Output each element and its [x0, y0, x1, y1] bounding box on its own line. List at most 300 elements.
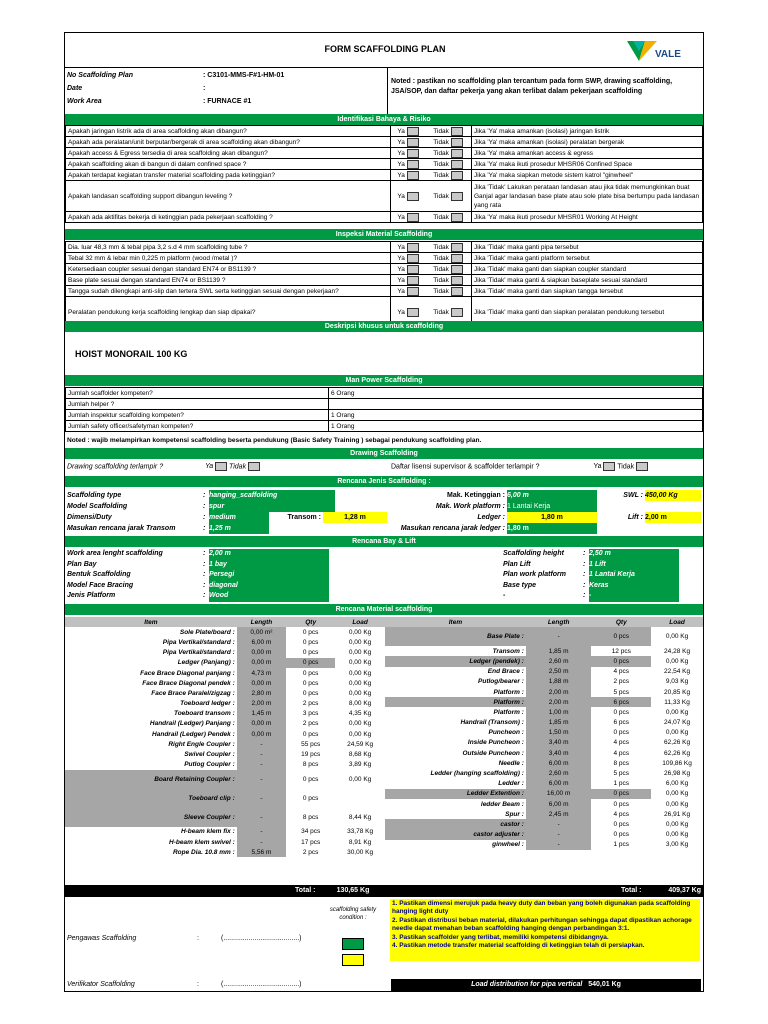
material-length: -	[526, 627, 592, 646]
material-item: Toeboard transom :	[173, 710, 235, 718]
material-load: 0,00 Kg	[665, 657, 689, 665]
ya-checkbox[interactable]	[407, 308, 419, 317]
bay-value[interactable]: Persegi	[209, 570, 329, 581]
bay-value[interactable]: Wood	[209, 591, 329, 602]
material-item: Transom :	[492, 647, 524, 655]
transom-label: Transom :	[287, 514, 321, 521]
manpower-row	[66, 388, 703, 399]
vale-logo-text: VALE	[655, 49, 681, 60]
ya-checkbox[interactable]	[407, 192, 419, 201]
manpower-value[interactable]	[329, 399, 703, 410]
check-row	[66, 126, 703, 137]
bay-value[interactable]: 1 Lantai Kerja	[589, 570, 679, 581]
ya-label: Ya	[397, 160, 405, 168]
material-item: H-beam klem swivel :	[169, 838, 235, 846]
check-action: Jika 'Tidak' maka ganti dan siapkan tangga tersebut	[472, 286, 703, 297]
material-qty: 4 pcs	[613, 810, 630, 818]
bay-label: Bentuk Scaffolding	[67, 571, 131, 578]
verifikator-label: Verifikator Scaffolding	[67, 981, 135, 988]
material-load: 0,00 Kg	[665, 790, 689, 798]
material-load: 0,00 Kg	[665, 831, 689, 839]
material-load: 109,86 Kg	[662, 759, 692, 767]
material-item: Toeboard ledger :	[180, 700, 235, 708]
material-qty: 4 pcs	[613, 668, 630, 676]
check-action: Jika 'Ya' maka ikuti prosedur MHSR06 Confined Space	[472, 159, 703, 170]
check-action: Jika 'Tidak' maka ganti pipa tersebut	[472, 242, 703, 253]
material-qty: 0 pcs	[591, 789, 651, 799]
material-load: 8,68 Kg	[348, 751, 372, 759]
material-load: 22,54 Kg	[664, 668, 691, 676]
material-load: 8,44 Kg	[348, 813, 372, 821]
check-row	[66, 170, 703, 181]
material-load: 4,35 Kg	[348, 710, 372, 718]
tidak-checkbox[interactable]	[451, 127, 463, 136]
material-qty: 0 pcs	[302, 679, 319, 687]
tidak-label: Tidak	[433, 160, 449, 168]
bay-row: - : -	[503, 591, 699, 602]
material-length: 0,00 m	[237, 678, 286, 688]
material-item: Platform :	[493, 688, 524, 696]
dimensi-label: Dimensi/Duty	[67, 514, 112, 521]
material-load: 0,00 Kg	[665, 633, 689, 641]
verifikator-colon: :	[197, 981, 199, 988]
check-question: Tebal 32 mm & lebar min 0,225 m platform (wood /metal )?	[66, 253, 391, 264]
material-length: 1,85 m	[526, 646, 592, 656]
swl-label: SWL :	[623, 492, 643, 499]
material-row	[385, 768, 703, 778]
material-row	[385, 707, 703, 717]
material-row	[65, 678, 385, 688]
verifikator-sign[interactable]: (.......................................)	[221, 981, 302, 988]
material-row	[65, 739, 385, 749]
check-row	[66, 212, 703, 223]
material-qty: 4 pcs	[613, 739, 630, 747]
bay-value[interactable]: Keras	[589, 581, 679, 592]
license-ya-checkbox[interactable]	[603, 462, 615, 471]
material-row	[65, 668, 385, 678]
bay-label: Scaffolding height	[503, 550, 564, 557]
manpower-label: Jumlah safety officer/safetyman kompeten?	[66, 421, 329, 432]
bay-value[interactable]: 2,50 m	[589, 549, 679, 560]
material-load: 9,03 Kg	[665, 678, 689, 686]
bay-label: Plan Bay	[67, 560, 97, 568]
bay-value[interactable]: 1 Lift	[589, 560, 679, 571]
material-row	[385, 789, 703, 799]
scaffolding-type-value[interactable]: hanging_scaffolding	[209, 490, 335, 501]
lift-label: Lift :	[627, 514, 643, 521]
ya-label: Ya	[397, 276, 405, 284]
material-load: 0,00 Kg	[348, 638, 372, 646]
material-row	[385, 656, 703, 666]
material-row	[65, 637, 385, 647]
material-item: Pipa Vertikal/standard :	[162, 649, 235, 657]
tidak-checkbox[interactable]	[451, 192, 463, 201]
ya-checkbox[interactable]	[407, 149, 419, 158]
material-item: Sole Plate/board :	[179, 628, 235, 636]
tidak-checkbox[interactable]	[451, 138, 463, 147]
material-qty: 0 pcs	[286, 658, 335, 668]
check-row	[66, 159, 703, 170]
material-header: Load	[335, 617, 385, 627]
jarak-ledger-value[interactable]: 1,80 m	[507, 523, 597, 534]
bay-label: -	[503, 592, 506, 599]
bay-row: Plan work platform : 1 Lantai Kerja	[503, 570, 699, 581]
material-load: 0,00 Kg	[665, 708, 689, 716]
material-load: 0,00 Kg	[348, 628, 372, 636]
manpower-row	[66, 399, 703, 410]
manpower-title: Man Power Scaffolding	[65, 375, 703, 386]
material-load: 8,00 Kg	[348, 700, 372, 708]
material-row	[385, 627, 703, 646]
ya-checkbox[interactable]	[407, 160, 419, 169]
tidak-checkbox[interactable]	[451, 171, 463, 180]
model-label: Model Scaffolding	[67, 503, 128, 510]
material-length: -	[237, 808, 286, 827]
material-length: 2,45 m	[526, 809, 592, 819]
license-tidak-label: Tidak	[617, 463, 635, 471]
work-platform-value[interactable]: 1 Lantai Kerja	[507, 501, 597, 512]
material-item: Ledger (Panjang) :	[177, 659, 235, 667]
hazard-title: Identifikasi Bahaya & Risiko	[65, 114, 703, 125]
material-load: 30,00 Kg	[347, 848, 374, 856]
material-qty: 1 pcs	[613, 780, 630, 788]
material-qty: 55 pcs	[301, 740, 321, 748]
material-row	[385, 840, 703, 850]
bay-row: Plan Bay : 1 bay	[67, 560, 367, 571]
header-note: Noted : pastikan no scaffolding plan tercantum pada form SWP, drawing scaffolding, JSA/SOP, dan daftar pekerja yang akan terlibat dalam pekerjaan scaffolding	[391, 78, 673, 95]
bay-row: Jenis Platform : Wood	[67, 591, 367, 602]
bay-title: Rencana Bay & Lift	[65, 536, 703, 547]
ya-checkbox[interactable]	[407, 138, 419, 147]
check-action: Jika 'Ya' maka ikuti prosedur MHSR01 Working At Height	[472, 212, 703, 223]
tidak-checkbox[interactable]	[451, 276, 463, 285]
jenis-title: Rencana Jenis Scaffolding :	[65, 476, 703, 487]
bay-row: Work area lenght scaffolding : 2,00 m	[67, 549, 367, 560]
check-action: Jika 'Tidak' maka ganti platform tersebut	[472, 253, 703, 264]
material-header: Qty	[286, 617, 335, 627]
material-load: 0,00 Kg	[665, 820, 689, 828]
material-length: -	[237, 749, 286, 759]
check-question: Apakah terdapat kegiatan transfer material scaffolding pada ketinggian?	[66, 170, 391, 181]
material-item: ledder Beam :	[480, 800, 524, 808]
check-row	[66, 264, 703, 275]
bay-value[interactable]: -	[589, 591, 679, 602]
material-item: Face Brace Paralel/zigzag :	[151, 689, 235, 697]
material-row	[65, 719, 385, 729]
tidak-checkbox[interactable]	[451, 287, 463, 296]
material-length: 1,00 m	[526, 707, 592, 717]
bay-left	[67, 549, 367, 602]
bay-label: Base type	[503, 581, 537, 589]
check-question: Base plate sesuai dengan standard EN74 or BS1139 ?	[66, 275, 391, 286]
material-qty: 0 pcs	[613, 820, 630, 828]
check-row	[66, 275, 703, 286]
material-qty: 2 pcs	[302, 720, 319, 728]
check-question: Dia. luar 48,3 mm & tebal pipa 3,2 s.d 4 mm scaffolding tube ?	[66, 242, 391, 253]
material-item: Handrail (Transom) :	[460, 719, 524, 727]
material-length: 5,56 m	[237, 847, 286, 857]
material-load: 33,78 Kg	[347, 828, 374, 836]
footer-note: 4. Pastikan metode transfer material scaffolding di ketinggian telah di persiapkan.	[392, 942, 645, 950]
material-row	[385, 667, 703, 677]
ketinggian-value[interactable]: 6,00 m	[507, 490, 597, 501]
material-length: -	[526, 819, 592, 829]
material-qty: 0 pcs	[302, 730, 319, 738]
condition-yellow-swatch[interactable]	[342, 954, 364, 966]
material-item: Face Brace Diagonal pendek :	[142, 679, 235, 687]
material-length: -	[237, 837, 286, 847]
material-length: 1,50 m	[526, 728, 592, 738]
check-question: Apakah ada peralatan/unit berputar/bergerak di area scaffolding akan dibangun?	[66, 137, 391, 148]
material-row	[385, 646, 703, 656]
material-qty: 0 pcs	[613, 729, 630, 737]
material-item: Putlog Coupler :	[184, 761, 235, 769]
tidak-checkbox[interactable]	[451, 243, 463, 252]
material-row	[385, 819, 703, 829]
material-item: Toeboard clip :	[65, 789, 237, 808]
work-platform-label: Mak. Work platform :	[435, 503, 505, 510]
bay-label: Work area lenght scaffolding	[67, 550, 163, 557]
material-row	[65, 648, 385, 658]
material-length: 0,00 m	[237, 729, 286, 739]
ya-checkbox[interactable]	[407, 254, 419, 263]
material-length: 1,85 m	[526, 718, 592, 728]
material-row	[385, 758, 703, 768]
material-qty: 0 pcs	[302, 689, 319, 697]
load-label: Load distribution for pipa vertical	[471, 981, 583, 988]
total-right-label: Total :	[621, 887, 642, 894]
material-qty: 2 pcs	[302, 848, 319, 856]
ya-label: Ya	[397, 243, 405, 251]
tidak-label: Tidak	[433, 308, 449, 316]
material-row	[65, 688, 385, 698]
condition-label: scaffolding safety condition :	[329, 907, 377, 921]
material-header: Qty	[591, 617, 651, 627]
tidak-checkbox[interactable]	[451, 213, 463, 222]
check-question: Peralatan pendukung kerja scaffolding lengkap dan siap dipakai?	[66, 297, 391, 328]
material-item: Rope Dia. 10.8 mm :	[172, 848, 235, 856]
material-row	[65, 760, 385, 770]
check-row	[66, 286, 703, 297]
material-length: 3,40 m	[526, 748, 592, 758]
material-header: Item	[385, 617, 526, 627]
ya-checkbox[interactable]	[407, 287, 419, 296]
total-right-value: 409,37 Kg	[668, 887, 701, 894]
check-action: Jika 'Ya' maka amankan access & egress	[472, 148, 703, 159]
material-item: Inside Puncheon :	[467, 739, 524, 747]
inspection-title: Inspeksi Material Scaffolding	[65, 229, 703, 240]
material-length: -	[526, 840, 592, 850]
tidak-checkbox[interactable]	[451, 265, 463, 274]
material-qty: 4 pcs	[613, 749, 630, 757]
manpower-value[interactable]: 6 Orang	[329, 388, 703, 399]
material-item: Spur :	[505, 810, 524, 818]
material-qty: 6 pcs	[613, 719, 630, 727]
material-length: 1,88 m	[526, 677, 592, 687]
tidak-label: Tidak	[433, 213, 449, 221]
drawing-question: Drawing scaffolding terlampir ?	[67, 463, 164, 471]
material-row	[385, 830, 703, 840]
tidak-checkbox[interactable]	[451, 254, 463, 263]
material-load: 6,00 Kg	[665, 780, 689, 788]
bay-label: Plan work platform	[503, 571, 567, 578]
material-qty: 3 pcs	[302, 710, 319, 718]
material-item: Ledder Extention :	[385, 789, 526, 799]
check-question: Apakah access & Egress tersedia di area scaffolding akan dibangun?	[66, 148, 391, 159]
model-value[interactable]: spur	[209, 501, 335, 512]
material-qty: 0 pcs	[591, 656, 651, 666]
material-length: 2,50 m	[526, 667, 592, 677]
material-item: Handrail (Ledger) Panjang :	[149, 720, 235, 728]
ya-checkbox[interactable]	[407, 171, 419, 180]
ya-label: Ya	[397, 192, 405, 200]
material-item: Swivel Coupler :	[184, 751, 235, 759]
material-length: 6,00 m	[526, 799, 592, 809]
material-item: Ledger (pendek) :	[385, 656, 526, 666]
bay-value[interactable]: diagonal	[209, 581, 329, 592]
check-row	[66, 148, 703, 159]
manpower-table	[65, 387, 703, 432]
bay-value[interactable]: 1 bay	[209, 560, 329, 571]
material-length: 6,00 m	[237, 637, 286, 647]
check-question: Apakah jaringan listrik ada di area scaffolding akan dibangun?	[66, 126, 391, 137]
material-length: 2,00 m	[526, 697, 592, 707]
material-qty: 0 pcs	[302, 775, 319, 783]
vale-logo	[625, 37, 695, 65]
drawing-title: Drawing Scaffolding	[65, 448, 703, 459]
hazard-table	[65, 125, 703, 223]
material-length: 2,80 m	[237, 688, 286, 698]
material-length: 0,00 m	[237, 658, 286, 668]
material-length: 2,00 m	[526, 687, 592, 697]
material-qty: 2 pcs	[302, 700, 319, 708]
material-item: Pipa Vertikal/standard :	[162, 638, 235, 646]
jarak-transom-value[interactable]: 1,25 m	[209, 523, 269, 534]
material-item: Handrail (Ledger) Pendek :	[152, 730, 235, 738]
ya-checkbox[interactable]	[407, 276, 419, 285]
bay-row: Plan Lift : 1 Lift	[503, 560, 699, 571]
material-qty: 8 pcs	[302, 813, 319, 821]
tidak-label: Tidak	[433, 254, 449, 262]
material-row	[385, 728, 703, 738]
total-left-label: Total :	[295, 887, 316, 894]
material-qty: 17 pcs	[301, 838, 321, 846]
material-load: 62,26 Kg	[664, 739, 691, 747]
tidak-label: Tidak	[433, 276, 449, 284]
material-length: -	[237, 760, 286, 770]
jarak-ledger-label: Masukan rencana jarak ledger :	[400, 525, 505, 532]
condition-green-swatch[interactable]	[342, 938, 364, 950]
bay-label: Jenis Platform	[67, 592, 116, 599]
material-length: 6,00 m	[526, 758, 592, 768]
material-row	[65, 789, 385, 808]
material-left-table	[65, 617, 385, 857]
bay-value[interactable]: 2,00 m	[209, 549, 329, 560]
material-qty: 34 pcs	[301, 828, 321, 836]
material-item: castor :	[385, 819, 526, 829]
material-load: 0,00 Kg	[348, 649, 372, 657]
material-length: 6,00 m	[526, 779, 592, 789]
ya-checkbox[interactable]	[407, 213, 419, 222]
material-qty: 5 pcs	[613, 688, 630, 696]
drawing-tidak-checkbox[interactable]	[248, 462, 260, 471]
bay-row: Scaffolding height : 2,50 m	[503, 549, 699, 560]
manpower-row	[66, 410, 703, 421]
material-load: 3,89 Kg	[348, 761, 372, 769]
tidak-checkbox[interactable]	[451, 308, 463, 317]
material-qty: 8 pcs	[302, 761, 319, 769]
license-tidak-checkbox[interactable]	[636, 462, 648, 471]
material-load: 8,91 Kg	[348, 838, 372, 846]
manpower-label: Jumlah inspektur scaffolding kompeten?	[66, 410, 329, 421]
material-length: 0,00 m	[237, 719, 286, 729]
manpower-value[interactable]: 1 Orang	[329, 421, 703, 432]
check-action: Jika 'Tidak' maka ganti dan siapkan coupler standard	[472, 264, 703, 275]
check-row	[66, 181, 703, 212]
material-length: -	[237, 789, 286, 808]
material-title: Rencana Material scaffolding	[65, 604, 703, 615]
swl-value: 450,00 Kg	[645, 490, 701, 501]
material-item: Putlog/bearer :	[478, 678, 524, 686]
drawing-tidak-label: Tidak	[229, 463, 247, 471]
material-item: ginwheel :	[492, 841, 524, 849]
material-row	[385, 738, 703, 748]
ledger-label: Ledger :	[477, 514, 505, 521]
ya-label: Ya	[397, 138, 405, 146]
manpower-row	[66, 421, 703, 432]
pengawas-label: Pengawas Scaffolding	[67, 935, 137, 942]
license-question: Daftar lisensi supervisor & scaffolder terlampir ?	[391, 463, 540, 471]
check-action: Jika 'Ya' maka amankan (isolasi) peralatan bergerak	[472, 137, 703, 148]
drawing-ya-checkbox[interactable]	[215, 462, 227, 471]
material-row	[65, 658, 385, 668]
ya-checkbox[interactable]	[407, 243, 419, 252]
manpower-label: Jumlah helper ?	[66, 399, 329, 410]
pengawas-sign[interactable]: (.......................................)	[221, 935, 302, 942]
dimensi-value[interactable]: medium	[209, 512, 269, 523]
material-qty: 0 pcs	[302, 669, 319, 677]
material-length: 16,00 m	[526, 789, 592, 799]
material-load: 62,26 Kg	[664, 749, 691, 757]
material-row	[65, 827, 385, 837]
material-header: Load	[651, 617, 703, 627]
material-qty: 0 pcs	[613, 708, 630, 716]
material-item: H-beam klem fix :	[180, 828, 235, 836]
ya-checkbox[interactable]	[407, 127, 419, 136]
material-length: 1,45 m	[237, 709, 286, 719]
manpower-value[interactable]: 1 Orang	[329, 410, 703, 421]
ya-checkbox[interactable]	[407, 265, 419, 274]
ya-label: Ya	[397, 149, 405, 157]
tidak-checkbox[interactable]	[451, 149, 463, 158]
material-qty: 0 pcs	[302, 628, 319, 636]
material-load: 0,00 Kg	[665, 800, 689, 808]
material-load	[335, 789, 385, 808]
material-qty: 0 pcs	[302, 649, 319, 657]
material-row	[65, 627, 385, 637]
material-load: 26,98 Kg	[664, 770, 691, 778]
check-action: Jika 'Tidak' maka ganti dan siapkan peralatan pendukung tersebut	[472, 297, 703, 328]
material-item: Puncheon :	[488, 729, 524, 737]
material-item: Outside Puncheon :	[462, 749, 524, 757]
material-load: 0,00 Kg	[348, 659, 372, 667]
material-length: 2,60 m	[526, 768, 592, 778]
check-row	[66, 253, 703, 264]
material-load: 26,91 Kg	[664, 810, 691, 818]
tidak-checkbox[interactable]	[451, 160, 463, 169]
material-qty: 0 pcs	[302, 794, 319, 802]
material-item: Ledder :	[498, 780, 524, 788]
